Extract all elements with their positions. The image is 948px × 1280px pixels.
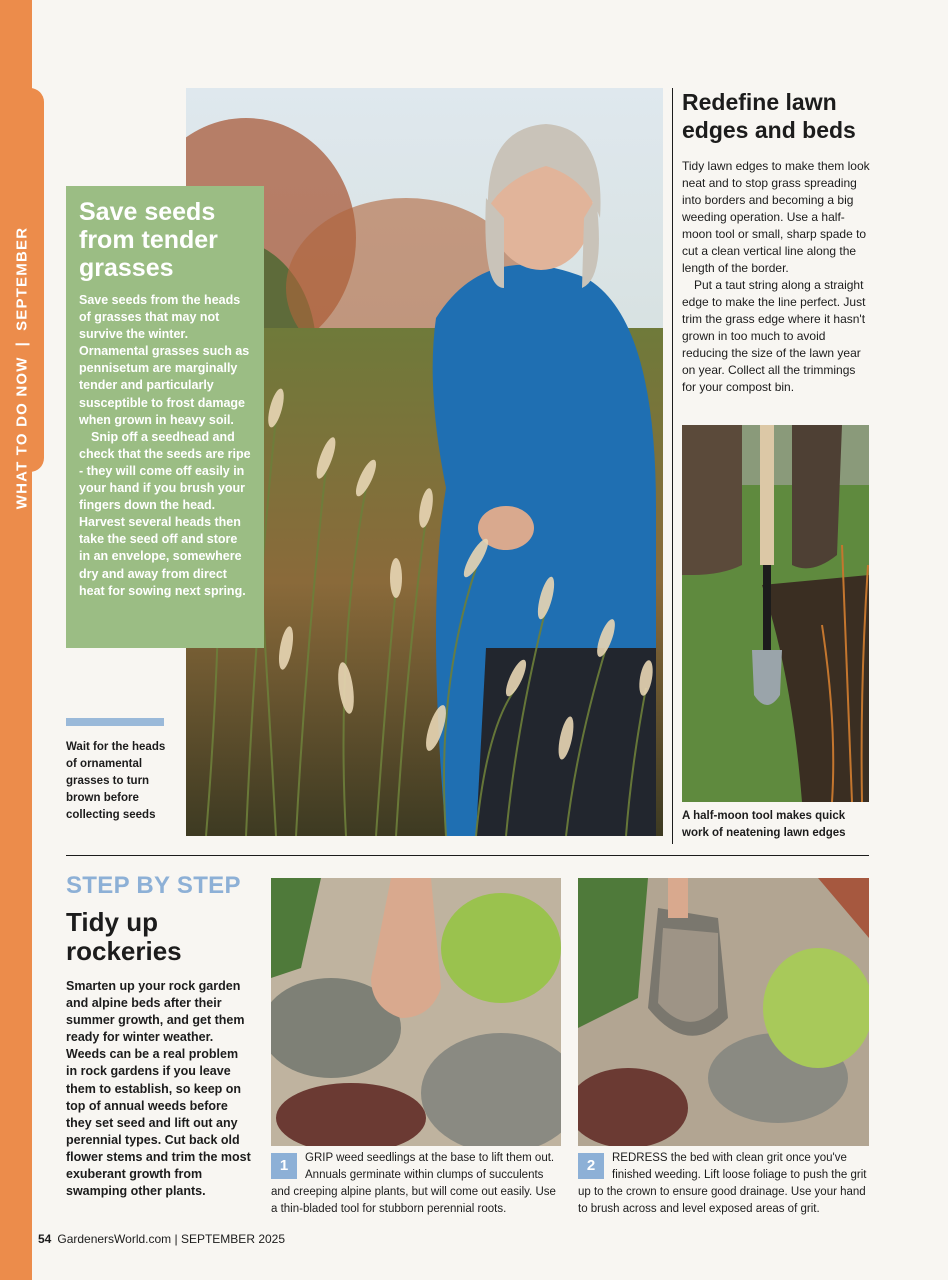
- lawn-edge-photo: [682, 425, 869, 802]
- step1-photo: [271, 878, 561, 1146]
- step-lead: REDRESS: [612, 1152, 668, 1164]
- section-month: SEPTEMBER: [13, 226, 31, 331]
- section-name: WHAT TO DO NOW: [13, 356, 31, 510]
- step1-caption: [271, 1150, 563, 1218]
- seeds-paragraph: Snip off a seedhead and check that the seeds are ripe - they will come off easily in your hand if you brush your fingers down the head. Harvest several heads then take the seed off and store in an envelope, somewhere dry and away from direct heat for sowing next spring.: [79, 429, 251, 598]
- section-separator: |: [13, 340, 31, 347]
- lawn-paragraph: Put a taut string along a straight edge to make the line perfect. Just trim the grass edge where it hasn't grown in too much to avoid reducing the size of the lawn year on year. Collect all the trimmings for your compost bin.: [682, 278, 866, 394]
- seeds-panel: [66, 186, 264, 648]
- section-label: [14, 227, 31, 509]
- rockery-intro: Smarten up your rock garden and alpine beds after their summer growth, and get them ready for winter weather. Weeds can be a real problem in rock gardens if you leave them to establish, so keep on top of annual weeds before they set seed and lift out any perennial types. Cut back old flower stems and trim the most exuberant growth from swamping other plants.: [66, 979, 251, 1199]
- column-divider: [672, 88, 673, 844]
- lawn-paragraph: Tidy lawn edges to make them look neat and to stop grass spreading into borders and becoming a big weeding operation. Use a half-moon tool or small, sharp spade to cut a clean vertical line along the length of the border.: [682, 159, 870, 275]
- seeds-paragraph: Save seeds from the heads of grasses that may not survive the winter. Ornamental grasses such as pennisetum are marginally tender and particularly susceptible to frost damage when grown in heavy soil.: [79, 293, 250, 427]
- step2-photo: [578, 878, 869, 1146]
- section-tab: [0, 88, 44, 510]
- step-text: the bed with clean grit once you've finished weeding. Lift loose foliage to push the grit up to the crown to ensure good drainage. Use your hand to brush across and level exposed areas of grit.: [578, 1152, 867, 1215]
- lawn-caption: A half-moon tool makes quick work of neatening lawn edges: [682, 810, 846, 839]
- step-text: weed seedlings at the base to lift them out. Annuals germinate within clumps of succulents and creeping alpine plants, but will come out easily. Use a thin-bladed tool for stubborn perennial roots.: [271, 1152, 556, 1215]
- page-footer: [38, 1232, 285, 1246]
- step-lead: GRIP: [305, 1152, 333, 1164]
- lawn-article: [682, 88, 872, 396]
- page-number: 54: [38, 1232, 52, 1246]
- lawn-title: Redefine lawn edges and beds: [682, 89, 856, 143]
- step-number-badge: 2: [578, 1153, 604, 1179]
- rockery-title: Tidy up rockeries: [66, 907, 182, 966]
- section-divider: [66, 855, 869, 856]
- caption-rule: [66, 718, 164, 726]
- step-number-badge: 1: [271, 1153, 297, 1179]
- step2-caption: [578, 1150, 870, 1218]
- seeds-title: Save seeds from tender grasses: [79, 198, 218, 282]
- grasses-caption: Wait for the heads of ornamental grasses to turn brown before collecting seeds: [66, 741, 166, 821]
- step-kicker: STEP BY STEP: [66, 872, 241, 899]
- footer-text: GardenersWorld.com | SEPTEMBER 2025: [57, 1232, 286, 1246]
